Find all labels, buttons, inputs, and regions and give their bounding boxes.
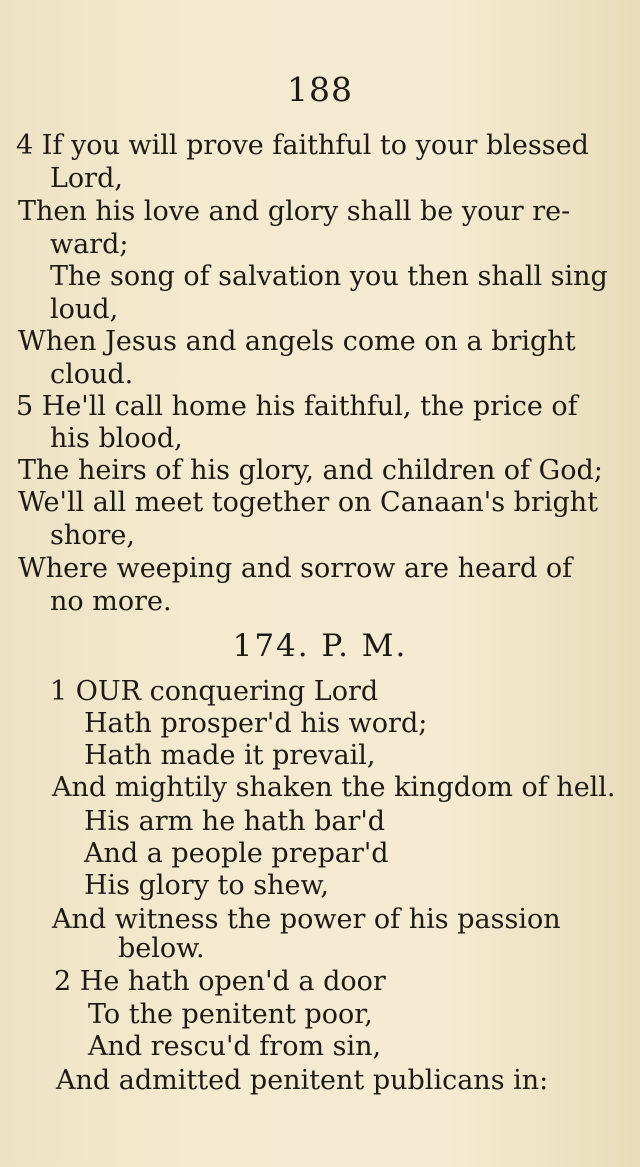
- verse-line: His arm he hath bar'd: [84, 806, 386, 837]
- verse-line: And mightily shaken the kingdom of hell.: [52, 772, 616, 803]
- verse-text: OUR conquering Lord: [75, 676, 379, 707]
- verse-line: [16, 391, 578, 423]
- verse-line: And rescu'd from sin,: [88, 1031, 382, 1062]
- verse-line: Lord,: [50, 163, 123, 194]
- verse-line: The song of salvation you then shall sing: [50, 261, 608, 292]
- verse-line: And admitted penitent publicans in:: [56, 1065, 549, 1096]
- verse-line: cloud.: [50, 359, 134, 390]
- verse-line: shore,: [50, 520, 135, 551]
- verse-line: Hath made it prevail,: [84, 740, 376, 771]
- verse-line: And a people prepar'd: [84, 838, 389, 869]
- verse-line: ward;: [50, 229, 129, 260]
- page-number: 188: [287, 70, 353, 109]
- verse-line: [50, 676, 378, 708]
- verse-text: If you will prove faithful to your blessed: [41, 130, 589, 161]
- verse-number: 1: [50, 676, 68, 707]
- verse-line: His glory to shew,: [84, 870, 329, 901]
- verse-line: loud,: [50, 294, 119, 325]
- verse-number: 4: [16, 130, 34, 161]
- verse-line: no more.: [50, 586, 172, 617]
- verse-text: He'll call home his faithful, the price of: [41, 391, 578, 422]
- verse-number: 2: [54, 966, 72, 997]
- verse-line: When Jesus and angels come on a bright: [18, 326, 576, 357]
- verse-line: The heirs of his glory, and children of God;: [18, 455, 603, 486]
- verse-line: Where weeping and sorrow are heard of: [18, 553, 573, 584]
- verse-line: And witness the power of his passion: [52, 904, 561, 935]
- verse-line: Then his love and glory shall be your re-: [18, 196, 571, 227]
- verse-line: Hath prosper'd his word;: [84, 708, 428, 739]
- verse-number: 5: [16, 391, 34, 422]
- verse-line: his blood,: [50, 423, 183, 454]
- hymn-title: 174. P. M.: [232, 628, 408, 664]
- verse-line: [54, 966, 386, 998]
- verse-text: He hath open'd a door: [79, 966, 386, 997]
- verse-line: We'll all meet together on Canaan's bright: [18, 487, 598, 518]
- verse-line: [16, 130, 589, 162]
- verse-line: below.: [118, 933, 205, 964]
- verse-line: To the penitent poor,: [88, 999, 373, 1030]
